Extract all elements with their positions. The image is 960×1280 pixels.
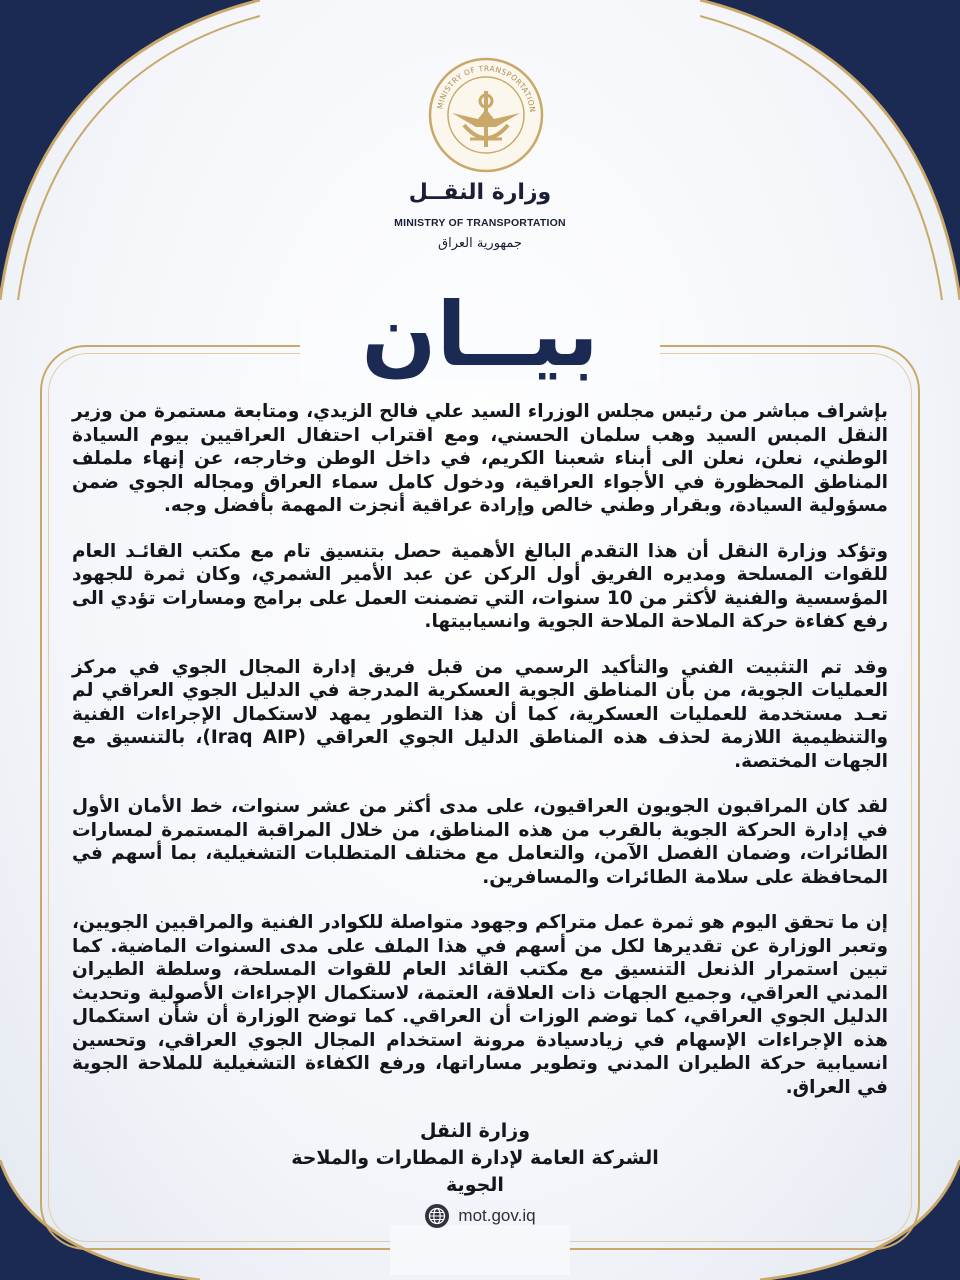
signature-ministry: وزارة النقل — [419, 1120, 531, 1142]
corner-ornament-top-right — [700, 0, 960, 300]
logo-ring-text: MINISTRY OF TRANSPORTATION — [435, 63, 538, 114]
statement-title: بيــان — [361, 283, 599, 386]
signature-company: الشركة العامة لإدارة المطارات والملاحة الجوية — [291, 1147, 659, 1196]
globe-icon — [424, 1203, 450, 1229]
paragraph-1: بإشراف مباشر من رئيس مجلس الوزراء السيد علي فالح الزيدي، ومتابعة مستمرة من وزير النقل المبس السيد وهب سلمان الحسني، ومع اقتراب احتفال العراقيين بيوم السيادة الوطني، نعلن، نعلن الى أبناء شعبنا الكريم، في داخل الوطن وخارجه، عن إنهاء ململف المناطق المحظورة في الأجواء العراقية، ودخول كامل سماء العراق ومجاله الجوي ضمن مسؤولية السيادة، وبقرار وطني خالص وإرادة عراقية أنجزت المهمة بأفضل وجه. — [72, 401, 888, 516]
ministry-name-english: MINISTRY OF TRANSPORTATION — [394, 217, 566, 229]
corner-ornament-top-left — [0, 0, 260, 300]
paragraph-4: لقد كان المراقبون الجويون العراقيون، على مدى أكثر من عشر سنوات، خط الأمان الأول في إدارة الحركة الجوية بالقرب من هذه المناطق، من خلال المراقبة المستمرة لمسارات الطائرات، وضمان الفصل الآمن، والتعامل مع مختلف المتطلبات التشغيلية، بما أسهم في المحافظة على سلامة الطائرات والمسافرين. — [72, 796, 888, 888]
paragraph-3: وقد تم التثبيت الفني والتأكيد الرسمي من قبل فريق إدارة المجال الجوي في مركز العمليات الجوية، من بأن المناطق الجوية العسكرية المدرجة في الدليل الجوي العراقي لم تعـد مستخدمة للعمليات العسكرية، كما أن هذا التطور يمهد لاستكمال الإجراءات الفنية والتنظيمية اللازمة لحذف هذه المناطق الدليل الجوي العراقي (Iraq AIP)، بالتنسيق مع الجهات المختصة. — [72, 656, 889, 772]
website-link[interactable]: mot.gov.iq — [458, 1206, 536, 1225]
ministry-name-arabic: وزارة النقــل — [408, 180, 552, 205]
footer-website[interactable] — [400, 1198, 560, 1234]
signature-block — [270, 1118, 680, 1199]
statement-body — [72, 400, 888, 1121]
republic-name-arabic: جمهورية العراق — [438, 236, 522, 251]
paragraph-2: وتؤكد وزارة النقل أن هذا التقدم البالغ الأهمية حصل بتنسيق تام مع مكتب القائـد العام للقوات المسلحة ومديره الفريق أول الركن عن عبد الأمير الشمري، وكان ثمرة للجهود المؤسسية والفنية لأكثر من 10 سنوات، التي تضمنت العمل على برامج ومسارات تؤدي الى رفع كفاءة حركة الملاحة الملاحة الجوية وانسيابيتها. — [72, 540, 889, 632]
ministry-logo — [426, 55, 546, 175]
paragraph-5: إن ما تحقق اليوم هو ثمرة عمل متراكم وجهود متواصلة للكوادر الفنية والمراقبين الجويين، وتعبر الوزارة عن تقديرها لكل من أسهم في هذا الملف على مدى السنوات الماضية. كما تبين استمرار الذنعل التنسيق مع مكتب القائد العام للقوات المسلحة، وسلطة الطيران المدني العراقي، وجميع الجهات ذات العلاقة، العتمة، لاستكمال الإجراءات الأصولية وتحديث الدليل الجوي العراقي، كما توضم الوزات أن العراقي. كما توضح الوزارة أن شأن استكمال هذه الإجراءات الإسهام في زيادسيادة مرونة استخدام المجال الجوي العراقي، وتحسين انسيابية حركة الطيران المدني وتطوير مساراتها، ورفع الكفاءة التشغيلية للملاحة الجوية في العراق. — [72, 912, 888, 1098]
